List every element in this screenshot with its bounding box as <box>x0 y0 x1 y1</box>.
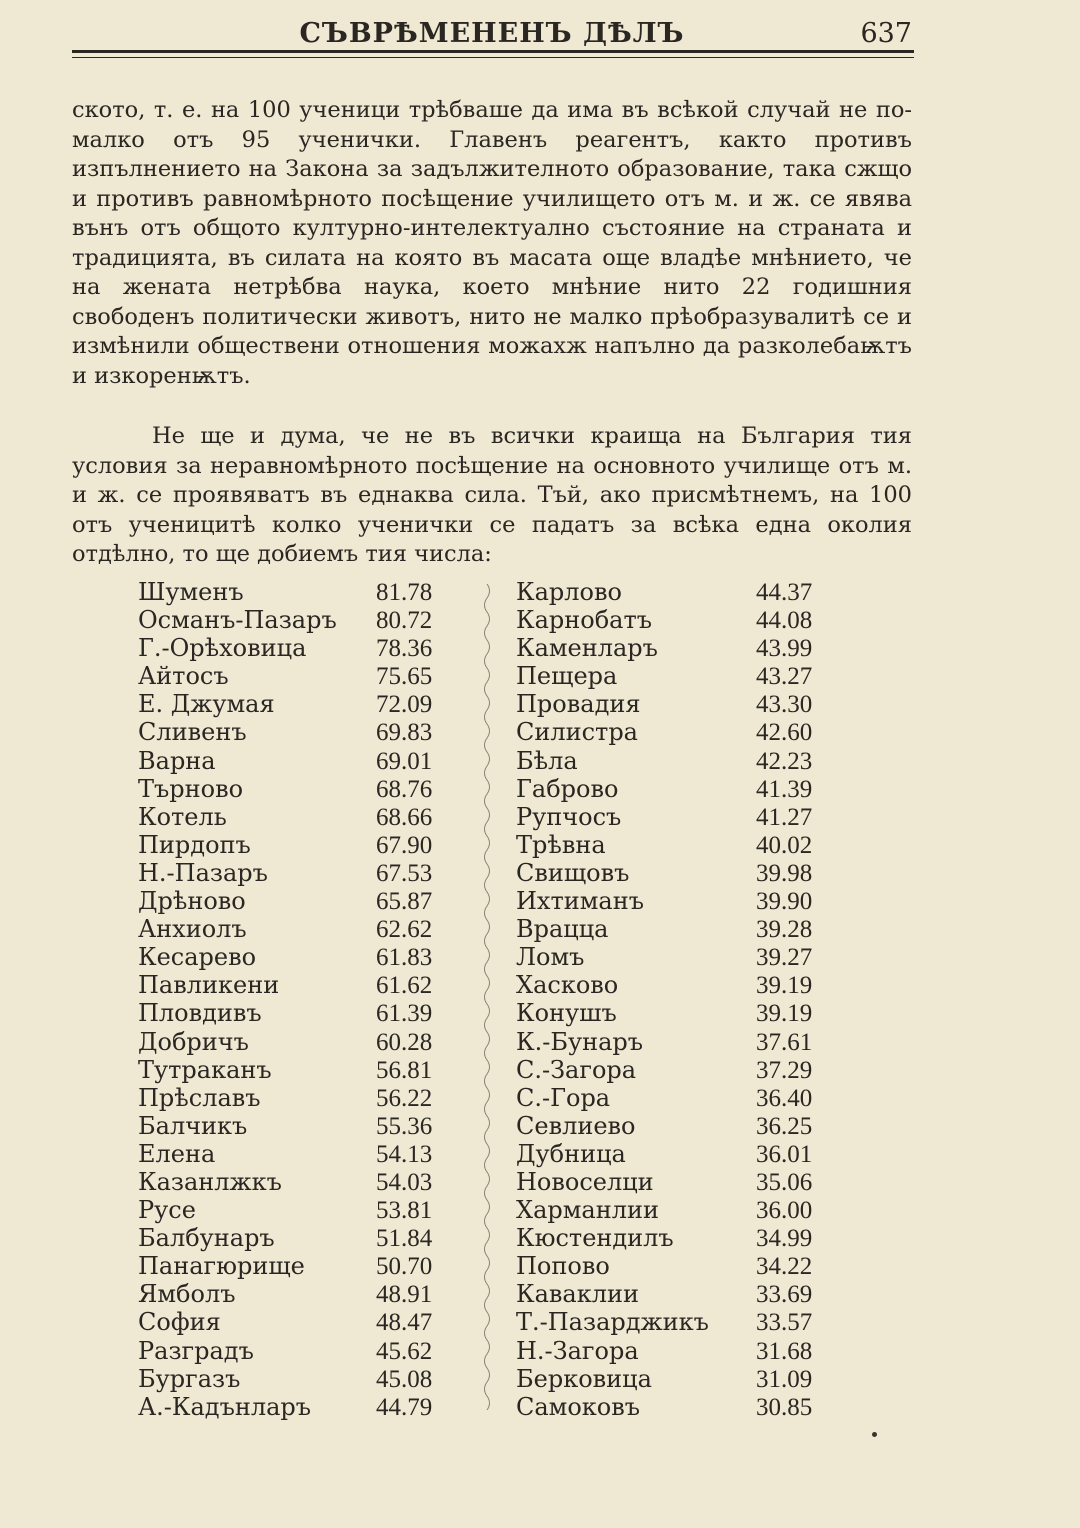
table-row <box>138 1252 458 1280</box>
ratio-value: 65.87 <box>376 888 433 916</box>
ratio-value: 34.99 <box>756 1225 813 1253</box>
ratio-value: 43.27 <box>756 663 813 691</box>
table-row <box>138 1280 458 1308</box>
ink-speck <box>872 1432 877 1437</box>
ratio-value: 80.72 <box>376 607 433 635</box>
district-name: Силистра <box>516 718 638 747</box>
table-row <box>516 1224 836 1252</box>
ratio-value: 33.69 <box>756 1281 813 1309</box>
ratio-value: 69.83 <box>376 719 433 747</box>
table-row <box>138 1168 458 1196</box>
table-row <box>138 1224 458 1252</box>
table-row <box>138 1084 458 1112</box>
page-number: 637 <box>860 18 912 49</box>
ratio-value: 45.08 <box>376 1365 433 1393</box>
ratio-value: 42.23 <box>756 747 813 775</box>
ratio-value: 51.84 <box>376 1225 433 1253</box>
table-row <box>516 690 836 718</box>
district-name: Ихтиманъ <box>516 887 644 916</box>
district-name: Харманлии <box>516 1196 659 1225</box>
ratio-value: 34.22 <box>756 1253 813 1281</box>
table-row <box>516 1393 836 1421</box>
district-name: Новоселци <box>516 1167 654 1196</box>
district-name: Врацца <box>516 915 609 944</box>
table-row <box>138 634 458 662</box>
table-column-right <box>516 578 836 1421</box>
table-row <box>516 718 836 746</box>
ratio-value: 43.99 <box>756 635 813 663</box>
ratio-value: 44.79 <box>376 1393 433 1421</box>
table-column-left <box>138 578 458 1421</box>
table-row <box>516 775 836 803</box>
table-row <box>516 1168 836 1196</box>
ratio-value: 62.62 <box>376 916 433 944</box>
header-title: СЪВРѢМЕНЕНЪ ДѢЛЪ <box>299 18 685 49</box>
ratio-value: 55.36 <box>376 1112 433 1140</box>
table-row <box>516 1196 836 1224</box>
ratio-value: 68.66 <box>376 803 433 831</box>
paragraph-1: ското, т. е. на 100 ученици трѣбваше да има въ всѣкой случай не по-малко отъ 95 ученички. Главенъ реагентъ, както противъ изпълнението на Закона за задължителното образование, така сжщо и противъ равномѣрното посѣщение училището отъ м. и ж. се явява вънъ отъ общото културно-интелектуално състояние на страната и традицията, въ силата на която въ масата още владѣе мнѣнието, че на жената нетрѣбва наука, което мнѣние нито 22 годишния свободенъ политически животъ, нито не малко прѣобразувалитѣ се и измѣнили обществени отношения можахж напълно да разколебаѭтъ и изкоренѭтъ. <box>72 97 912 389</box>
ratio-value: 31.09 <box>756 1365 813 1393</box>
ratio-value: 69.01 <box>376 747 433 775</box>
ratio-value: 50.70 <box>376 1253 433 1281</box>
table-row <box>516 943 836 971</box>
district-name: Габрово <box>516 774 619 803</box>
ratio-value: 39.19 <box>756 1000 813 1028</box>
district-name: Варна <box>138 746 216 775</box>
ratio-value: 48.91 <box>376 1281 433 1309</box>
table-row <box>138 943 458 971</box>
ratio-value: 75.65 <box>376 663 433 691</box>
table-row <box>138 1393 458 1421</box>
district-name: Пловдивъ <box>138 999 262 1028</box>
ratio-value: 39.27 <box>756 944 813 972</box>
ratio-value: 61.83 <box>376 944 433 972</box>
table-row <box>138 1140 458 1168</box>
table-row <box>138 887 458 915</box>
table-row <box>516 578 836 606</box>
ratio-value: 61.39 <box>376 1000 433 1028</box>
ratio-value: 36.01 <box>756 1140 813 1168</box>
ratio-value: 44.08 <box>756 607 813 635</box>
ratio-value: 36.25 <box>756 1112 813 1140</box>
ratio-value: 42.60 <box>756 719 813 747</box>
ratio-value: 39.28 <box>756 916 813 944</box>
district-name: Берковица <box>516 1364 652 1393</box>
ratio-value: 35.06 <box>756 1168 813 1196</box>
district-name: С.-Загора <box>516 1055 637 1084</box>
ratio-value: 54.13 <box>376 1140 433 1168</box>
table-row <box>516 887 836 915</box>
district-name: Конушъ <box>516 999 617 1028</box>
table-row <box>138 803 458 831</box>
district-name: Кесарево <box>138 943 257 972</box>
district-name: Севлиево <box>516 1111 636 1140</box>
table-row <box>516 971 836 999</box>
district-name: Анхиолъ <box>138 915 247 944</box>
table-row <box>138 1056 458 1084</box>
ratio-value: 67.53 <box>376 859 433 887</box>
district-name: Бѣла <box>516 746 578 775</box>
district-name: Русе <box>138 1196 196 1225</box>
district-name: Н.-Пазаръ <box>138 858 268 887</box>
table-row <box>516 859 836 887</box>
district-name: Т.-Пазарджикъ <box>516 1308 709 1337</box>
ratio-value: 44.37 <box>756 579 813 606</box>
ratio-value: 56.81 <box>376 1056 433 1084</box>
ratio-value: 37.29 <box>756 1056 813 1084</box>
table-row <box>516 1112 836 1140</box>
district-name: Кюстендилъ <box>516 1224 674 1253</box>
ratio-value: 61.62 <box>376 972 433 1000</box>
ratio-value: 31.68 <box>756 1337 813 1365</box>
table-row <box>138 1337 458 1365</box>
district-name: Разградъ <box>138 1336 254 1365</box>
table-row <box>138 747 458 775</box>
table-row <box>516 999 836 1027</box>
ratio-value: 39.19 <box>756 972 813 1000</box>
district-name: Самоковъ <box>516 1392 641 1421</box>
table-row <box>516 1028 836 1056</box>
ratio-value: 41.39 <box>756 775 813 803</box>
ratio-value: 60.28 <box>376 1028 433 1056</box>
ratio-value: 81.78 <box>376 579 433 606</box>
table-row <box>516 803 836 831</box>
district-name: Попово <box>516 1252 610 1281</box>
table-row <box>516 915 836 943</box>
district-name: С.-Гора <box>516 1083 611 1112</box>
district-name: Шуменъ <box>138 578 244 606</box>
ratio-value: 72.09 <box>376 691 433 719</box>
district-name: Г.-Орѣховица <box>138 634 307 663</box>
district-name: Прѣславъ <box>138 1083 261 1112</box>
table-row <box>516 634 836 662</box>
district-name: А.-Кадънларъ <box>138 1392 312 1421</box>
district-name: Павликени <box>138 971 280 1000</box>
table-row <box>516 1084 836 1112</box>
table-row <box>516 1365 836 1393</box>
table-row <box>516 831 836 859</box>
district-name: Каменларъ <box>516 634 658 663</box>
ratio-value: 68.76 <box>376 775 433 803</box>
district-name: Бургазъ <box>138 1364 241 1393</box>
district-name: Ломъ <box>516 943 585 972</box>
ratio-value: 39.98 <box>756 859 813 887</box>
district-name: Котель <box>138 802 227 831</box>
district-ratio-table <box>0 578 1080 1428</box>
district-name: К.-Бунаръ <box>516 1027 644 1056</box>
ratio-value: 36.40 <box>756 1084 813 1112</box>
district-name: Тутраканъ <box>138 1055 272 1084</box>
district-name: Трѣвна <box>516 830 606 859</box>
table-row <box>516 1280 836 1308</box>
district-name: Н.-Загора <box>516 1336 639 1365</box>
district-name: Османъ-Пазаръ <box>138 606 337 635</box>
running-header <box>72 14 912 54</box>
table-row <box>138 1308 458 1336</box>
ratio-value: 43.30 <box>756 691 813 719</box>
header-rule-thin <box>72 57 914 58</box>
column-divider <box>478 584 496 1410</box>
table-row <box>138 831 458 859</box>
table-row <box>138 775 458 803</box>
district-name: Свищовъ <box>516 858 630 887</box>
ratio-value: 41.27 <box>756 803 813 831</box>
table-row <box>138 718 458 746</box>
ratio-value: 40.02 <box>756 831 813 859</box>
table-row <box>516 1252 836 1280</box>
district-name: Пирдопъ <box>138 830 251 859</box>
table-row <box>138 578 458 606</box>
district-name: Ямболъ <box>138 1280 236 1309</box>
ratio-value: 53.81 <box>376 1197 433 1225</box>
table-row <box>138 606 458 634</box>
district-name: Балбунаръ <box>138 1224 275 1253</box>
ratio-value: 30.85 <box>756 1393 813 1421</box>
district-name: Провадия <box>516 690 641 719</box>
district-name: Добричъ <box>138 1027 249 1056</box>
table-row <box>138 1112 458 1140</box>
district-name: София <box>138 1308 221 1337</box>
ratio-value: 56.22 <box>376 1084 433 1112</box>
table-row <box>138 999 458 1027</box>
table-row <box>516 662 836 690</box>
table-row <box>516 1337 836 1365</box>
district-name: Елена <box>138 1139 216 1168</box>
district-name: Казанлжкъ <box>138 1167 282 1196</box>
district-name: Карлово <box>516 578 622 606</box>
table-row <box>138 662 458 690</box>
ratio-value: 67.90 <box>376 831 433 859</box>
ratio-value: 54.03 <box>376 1168 433 1196</box>
header-rule-thick <box>72 50 914 53</box>
district-name: Дубница <box>516 1139 626 1168</box>
district-name: Карнобатъ <box>516 606 652 635</box>
ratio-value: 36.00 <box>756 1197 813 1225</box>
district-name: Балчикъ <box>138 1111 248 1140</box>
district-name: Дрѣново <box>138 887 246 916</box>
ratio-value: 45.62 <box>376 1337 433 1365</box>
district-name: Айтосъ <box>138 662 229 691</box>
district-name: Търново <box>138 774 244 803</box>
table-row <box>138 971 458 999</box>
district-name: Каваклии <box>516 1280 639 1309</box>
table-row <box>516 606 836 634</box>
district-name: Панагюрище <box>138 1252 305 1281</box>
ratio-value: 39.90 <box>756 888 813 916</box>
district-name: Хасково <box>516 971 619 1000</box>
table-row <box>138 1196 458 1224</box>
paragraph-2: Не ще и дума, че не въ всички краища на България тия условия за неравномѣрното посѣщение на основното училище отъ м. и ж. се проявяватъ въ еднаква сила. Тъй, ако присмѣтнемъ, на 100 отъ ученицитѣ колко ученички се падатъ за всѣка една околия отдѣлно, то ще добиемъ тия числа: <box>72 423 912 567</box>
table-row <box>138 859 458 887</box>
ratio-value: 37.61 <box>756 1028 813 1056</box>
district-name: Е. Джумая <box>138 690 275 719</box>
district-name: Рупчосъ <box>516 802 622 831</box>
ratio-value: 48.47 <box>376 1309 433 1337</box>
table-row <box>516 1308 836 1336</box>
table-row <box>138 1365 458 1393</box>
table-row <box>516 747 836 775</box>
ratio-value: 33.57 <box>756 1309 813 1337</box>
table-row <box>138 1028 458 1056</box>
district-name: Пещера <box>516 662 618 691</box>
district-name: Сливенъ <box>138 718 247 747</box>
table-row <box>516 1140 836 1168</box>
table-row <box>138 915 458 943</box>
ratio-value: 78.36 <box>376 635 433 663</box>
table-row <box>516 1056 836 1084</box>
table-row <box>138 690 458 718</box>
